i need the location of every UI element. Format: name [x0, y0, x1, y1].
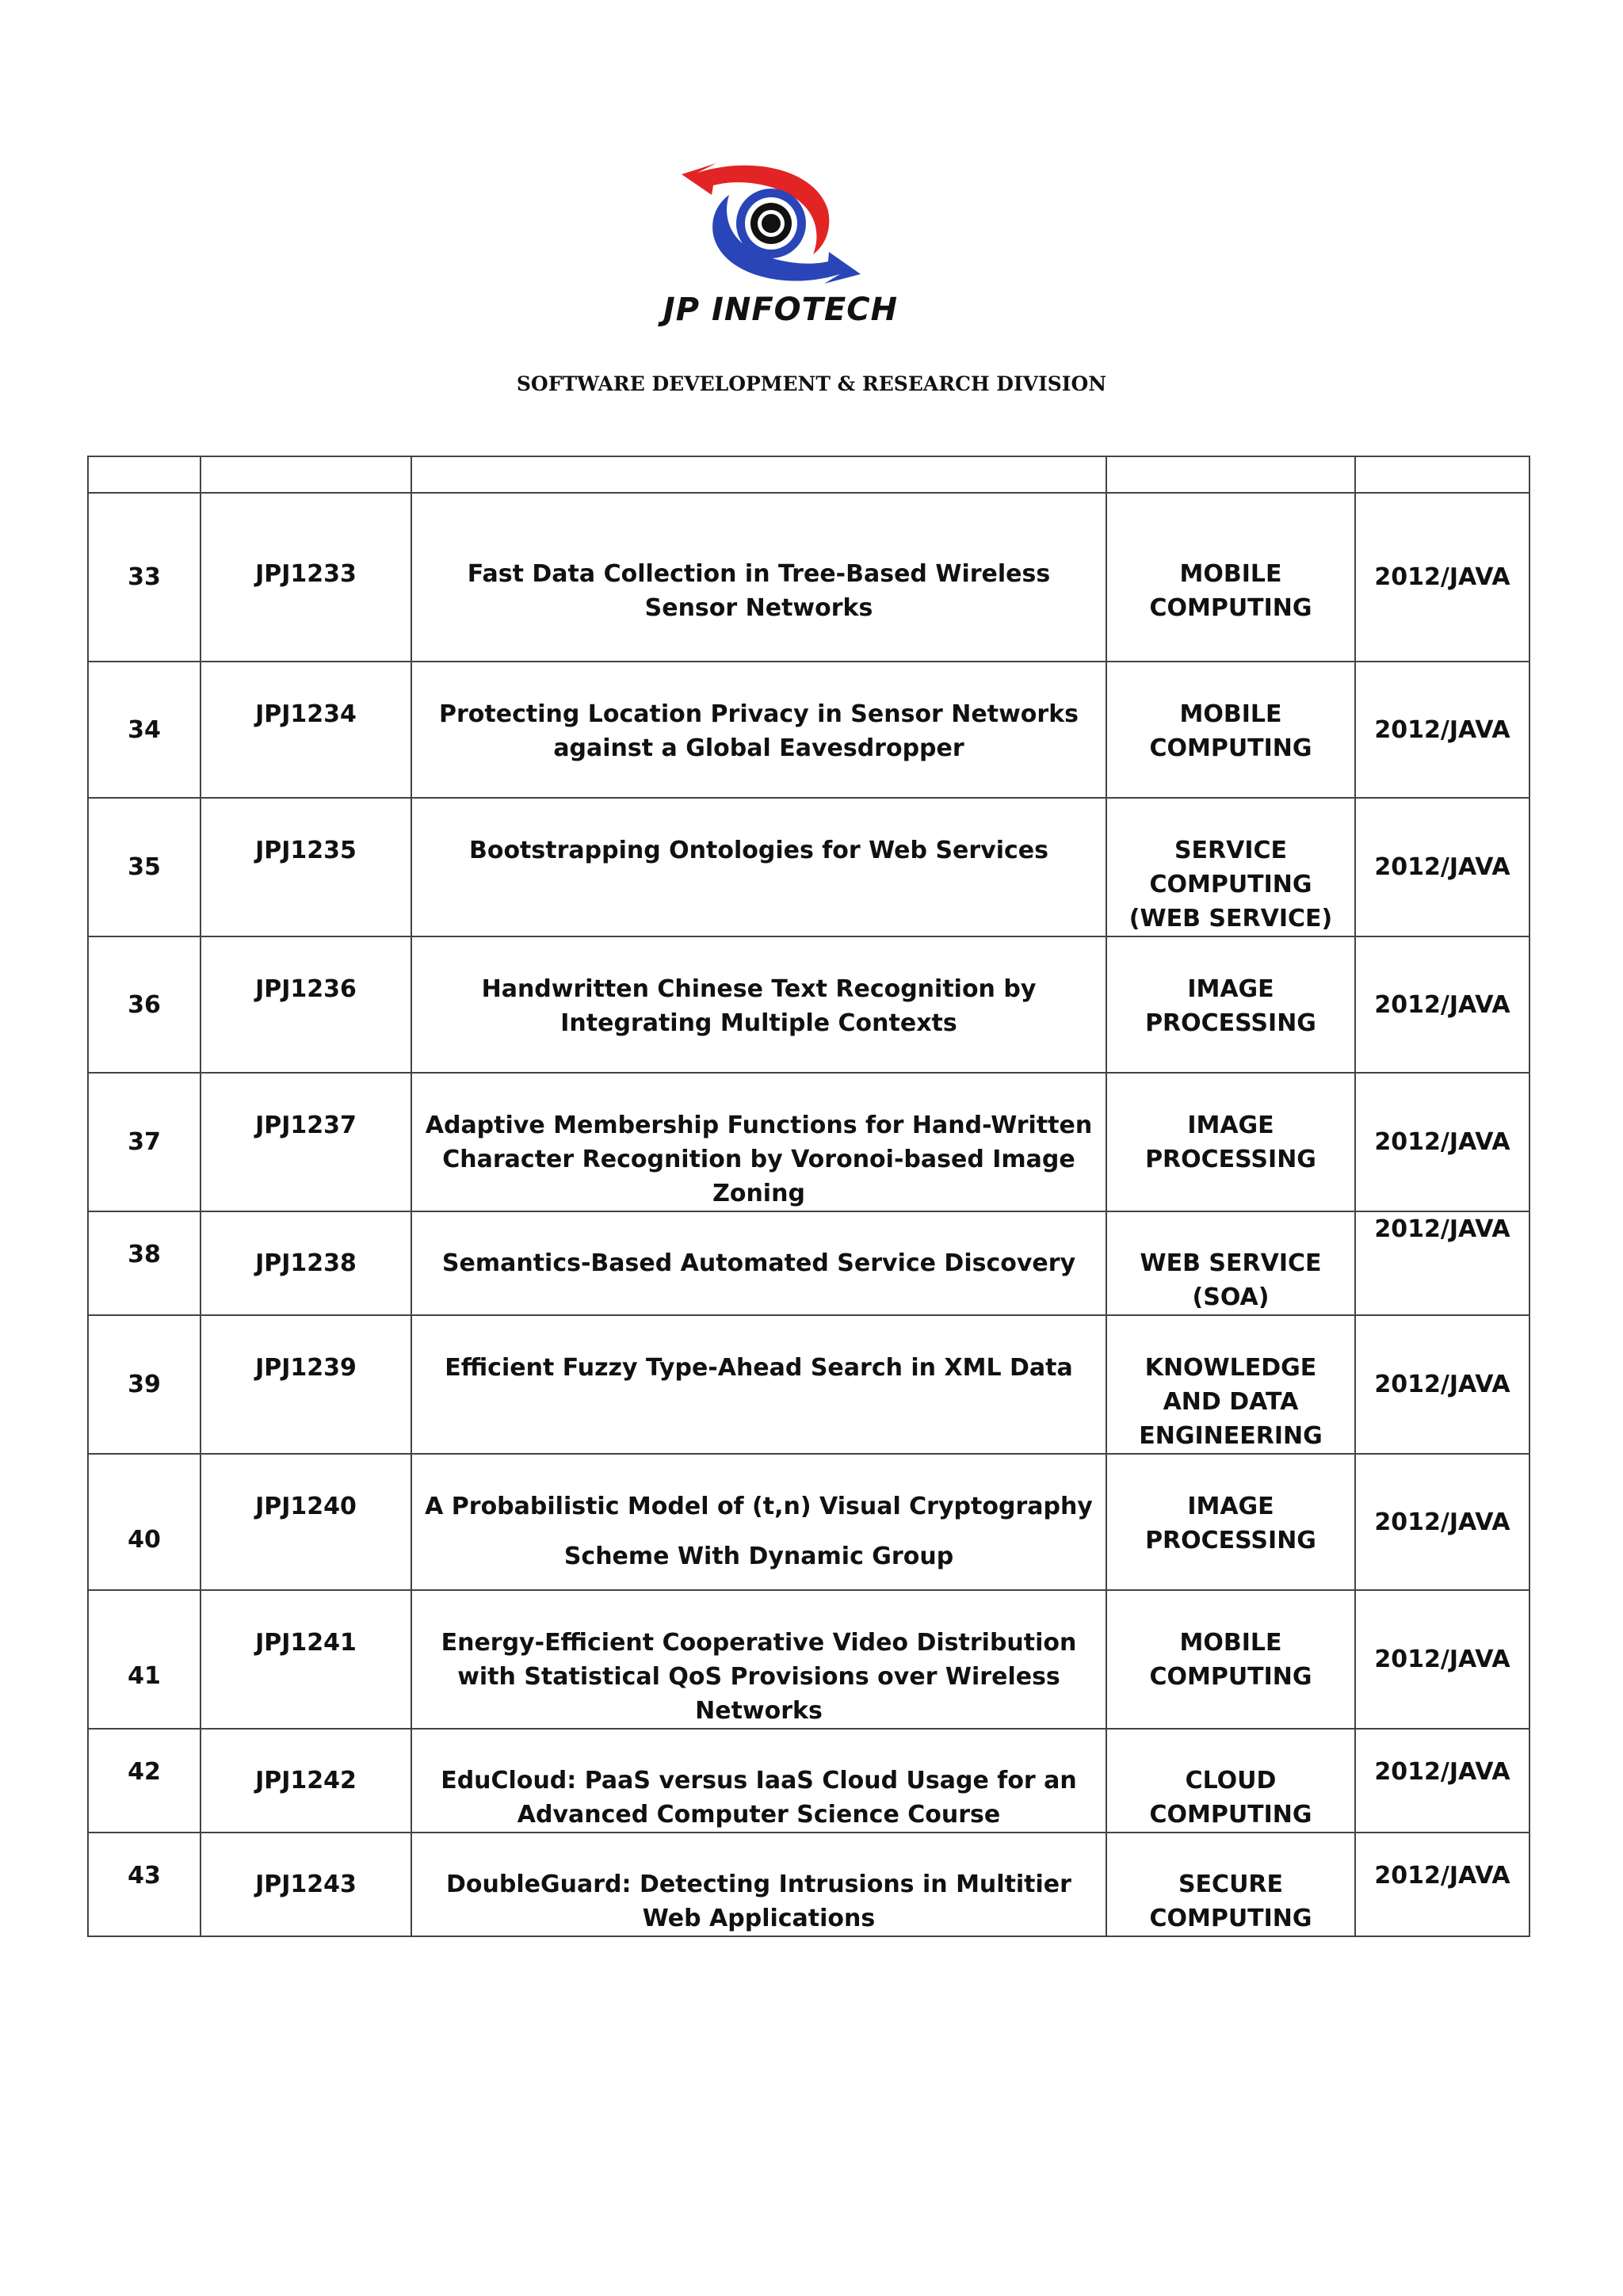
project-domain-text: IMAGE PROCESSING	[1145, 975, 1316, 1037]
row-number: 34	[88, 662, 200, 798]
row-number: 33	[88, 493, 200, 662]
project-code	[200, 1729, 411, 1833]
project-year: 2012/JAVA	[1355, 1454, 1529, 1590]
project-domain	[1106, 662, 1355, 798]
project-domain	[1106, 1211, 1355, 1315]
project-code	[200, 798, 411, 936]
table-row	[88, 798, 1529, 936]
project-domain	[1106, 1729, 1355, 1833]
project-code	[200, 662, 411, 798]
project-year: 2012/JAVA	[1355, 798, 1529, 936]
project-domain	[1106, 1833, 1355, 1936]
project-code-text: JPJ1236	[255, 975, 357, 1003]
project-title-text: Semantics-Based Automated Service Discovery	[441, 1249, 1076, 1277]
project-domain-text: SERVICE COMPUTING (WEB SERVICE)	[1128, 837, 1333, 933]
row-number: 37	[88, 1073, 200, 1211]
row-number-text: 38	[128, 1241, 161, 1268]
project-year	[1355, 1833, 1529, 1936]
row-number: 35	[88, 798, 200, 936]
project-year-text: 2012/JAVA	[1374, 1862, 1510, 1890]
project-domain-text: MOBILE COMPUTING	[1149, 700, 1312, 762]
project-title	[411, 1833, 1106, 1936]
header-cell	[1355, 456, 1529, 493]
project-year	[1355, 1729, 1529, 1833]
eye-swirl-logo-icon	[666, 155, 896, 290]
project-title	[411, 798, 1106, 936]
row-number-text: 41	[128, 1662, 161, 1690]
header-cell	[200, 456, 411, 493]
row-number	[88, 1729, 200, 1833]
project-domain-text: MOBILE COMPUTING	[1149, 560, 1312, 622]
project-title-text: Fast Data Collection in Tree-Based Wireless Sensor Networks	[467, 560, 1051, 622]
project-code-text: JPJ1233	[255, 560, 357, 588]
project-domain-text: MOBILE COMPUTING	[1149, 1629, 1312, 1691]
row-number	[88, 1590, 200, 1729]
project-domain	[1106, 936, 1355, 1073]
project-title	[411, 1590, 1106, 1729]
project-year: 2012/JAVA	[1355, 936, 1529, 1073]
project-title-text: Bootstrapping Ontologies for Web Services	[468, 837, 1049, 864]
table-row	[88, 1590, 1529, 1729]
project-code-text: JPJ1235	[255, 837, 357, 864]
project-title-text: A Probabilistic Model of (t,n) Visual Cryptography	[425, 1493, 1093, 1520]
project-domain-text: KNOWLEDGE AND DATA ENGINEERING	[1139, 1354, 1323, 1450]
table-row	[88, 1315, 1529, 1454]
project-domain	[1106, 1073, 1355, 1211]
row-number-text: 42	[128, 1758, 161, 1786]
project-code-text: JPJ1243	[255, 1871, 357, 1898]
table-row	[88, 1454, 1529, 1590]
project-code	[200, 1315, 411, 1454]
project-code	[200, 493, 411, 662]
project-title	[411, 1454, 1106, 1590]
table-row	[88, 662, 1529, 798]
project-code	[200, 1454, 411, 1590]
project-code-text: JPJ1234	[255, 700, 357, 728]
table-row	[88, 936, 1529, 1073]
table-row	[88, 1729, 1529, 1833]
project-domain	[1106, 1590, 1355, 1729]
project-code-text: JPJ1242	[255, 1767, 357, 1794]
table-row	[88, 493, 1529, 662]
project-title-text: DoubleGuard: Detecting Intrusions in Multitier Web Applications	[446, 1871, 1071, 1932]
row-number	[88, 1833, 200, 1936]
table-row	[88, 1833, 1529, 1936]
project-code-text: JPJ1238	[255, 1249, 357, 1277]
project-title-text: Protecting Location Privacy in Sensor Networks against a Global Eavesdropper	[438, 700, 1079, 762]
project-title-text: Efficient Fuzzy Type-Ahead Search in XML Data	[445, 1354, 1073, 1382]
project-domain	[1106, 1454, 1355, 1590]
project-title-text: EduCloud: PaaS versus IaaS Cloud Usage for an Advanced Computer Science Course	[441, 1767, 1077, 1829]
project-year-text: 2012/JAVA	[1374, 1758, 1510, 1786]
table-row	[88, 1211, 1529, 1315]
row-number	[88, 1211, 200, 1315]
table-header-row	[88, 456, 1529, 493]
project-title	[411, 662, 1106, 798]
project-year: 2012/JAVA	[1355, 1315, 1529, 1454]
table-row	[88, 1073, 1529, 1211]
project-title-text: Adaptive Membership Functions for Hand-Written Character Recognition by Voronoi-based Image Zoning	[425, 1112, 1093, 1207]
header-cell	[1106, 456, 1355, 493]
project-title-text-line2: Scheme With Dynamic Group	[563, 1543, 954, 1570]
row-number-text: 40	[128, 1526, 161, 1554]
header-cell	[88, 456, 200, 493]
project-title	[411, 1315, 1106, 1454]
project-title	[411, 1073, 1106, 1211]
project-code-text: JPJ1241	[255, 1629, 357, 1657]
project-code-text: JPJ1239	[255, 1354, 357, 1382]
project-title	[411, 493, 1106, 662]
projects-table	[87, 456, 1530, 1937]
project-domain-text: CLOUD COMPUTING	[1149, 1767, 1312, 1829]
project-code	[200, 1211, 411, 1315]
project-year: 2012/JAVA	[1355, 1073, 1529, 1211]
project-code	[200, 1590, 411, 1729]
row-number	[88, 1454, 200, 1590]
project-domain	[1106, 798, 1355, 936]
row-number: 36	[88, 936, 200, 1073]
project-code-text: JPJ1240	[255, 1493, 357, 1520]
project-year: 2012/JAVA	[1355, 1590, 1529, 1729]
row-number: 39	[88, 1315, 200, 1454]
company-name: JP INFOTECH	[663, 292, 899, 328]
project-year	[1355, 1211, 1529, 1315]
project-domain	[1106, 493, 1355, 662]
division-title: SOFTWARE DEVELOPMENT & RESEARCH DIVISION	[516, 372, 1107, 395]
project-year: 2012/JAVA	[1355, 662, 1529, 798]
project-code	[200, 1073, 411, 1211]
row-number-text: 43	[128, 1862, 161, 1890]
project-title-text: Energy-Efficient Cooperative Video Distribution with Statistical QoS Provisions over Wireless Networks	[441, 1629, 1077, 1725]
project-domain-text: SECURE COMPUTING	[1149, 1871, 1312, 1932]
project-title	[411, 1729, 1106, 1833]
project-domain-text: IMAGE PROCESSING	[1145, 1112, 1316, 1173]
header-cell	[411, 456, 1106, 493]
project-year-text: 2012/JAVA	[1374, 1215, 1510, 1243]
project-code-text: JPJ1237	[255, 1112, 357, 1139]
project-code	[200, 1833, 411, 1936]
project-domain	[1106, 1315, 1355, 1454]
project-domain-text: IMAGE PROCESSING	[1145, 1493, 1316, 1554]
project-title	[411, 936, 1106, 1073]
project-year: 2012/JAVA	[1355, 493, 1529, 662]
project-title	[411, 1211, 1106, 1315]
project-domain-text: WEB SERVICE (SOA)	[1140, 1249, 1322, 1311]
project-title-text: Handwritten Chinese Text Recognition by Integrating Multiple Contexts	[481, 975, 1037, 1037]
project-code	[200, 936, 411, 1073]
